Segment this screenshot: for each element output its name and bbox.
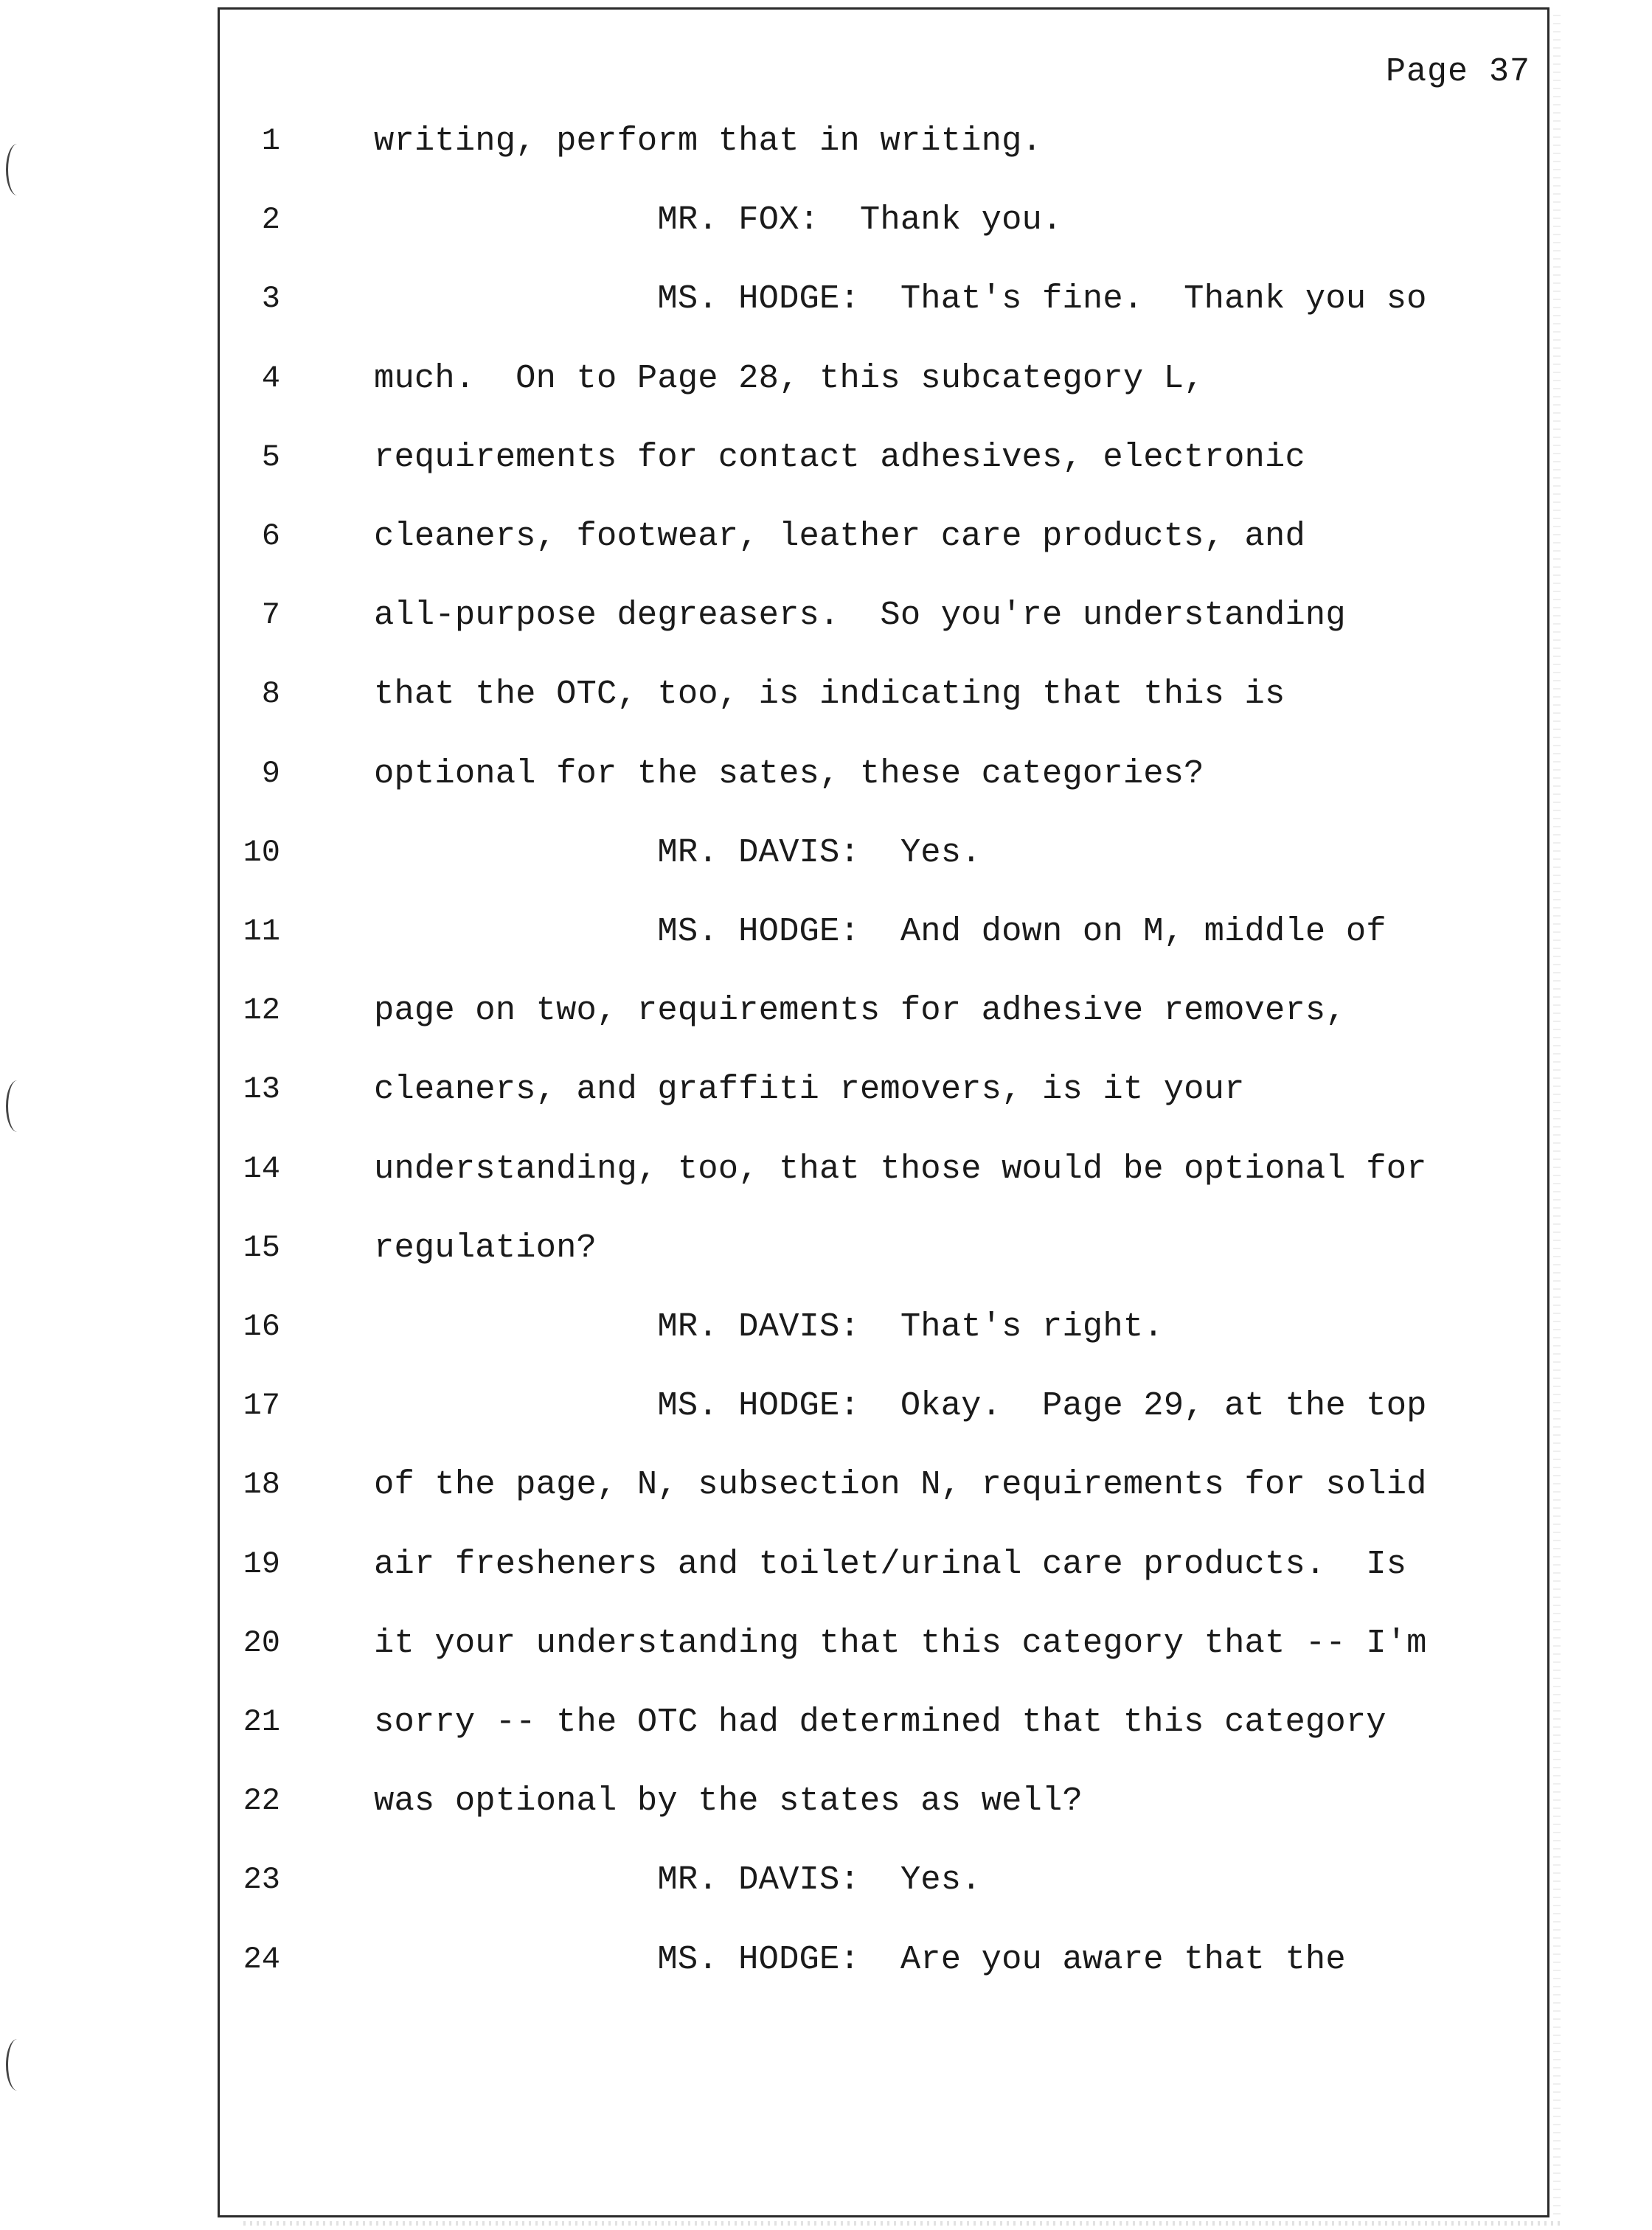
transcript-line: MR. DAVIS: That's right. <box>374 1307 1164 1346</box>
transcript-line: MR. DAVIS: Yes. <box>374 1861 982 1899</box>
transcript-line: it your understanding that this category that -- I'm <box>374 1624 1427 1662</box>
line-number: 17 <box>243 1388 280 1423</box>
transcript-line: much. On to Page 28, this subcategory L, <box>374 359 1204 397</box>
line-number: 10 <box>243 835 280 870</box>
binder-hole-mark-bottom <box>6 2039 29 2091</box>
transcript-line: air fresheners and toilet/urinal care products. Is <box>374 1545 1407 1583</box>
line-number: 22 <box>243 1783 280 1819</box>
transcript-line: regulation? <box>374 1229 597 1267</box>
line-number: 6 <box>261 518 280 554</box>
transcript-line: MR. DAVIS: Yes. <box>374 833 982 872</box>
line-number: 9 <box>261 756 280 791</box>
transcript-line: MS. HODGE: That's fine. Thank you so <box>374 279 1427 318</box>
line-number: 7 <box>261 597 280 633</box>
transcript-line: of the page, N, subsection N, requirements for solid <box>374 1465 1427 1504</box>
line-number: 15 <box>243 1230 280 1265</box>
scan-edge-artifact-bottom <box>243 2221 1564 2226</box>
line-number: 13 <box>243 1071 280 1107</box>
line-number: 2 <box>261 202 280 237</box>
transcript-line: understanding, too, that those would be optional for <box>374 1150 1427 1188</box>
transcript-line: page on two, requirements for adhesive removers, <box>374 991 1346 1029</box>
line-number: 3 <box>261 281 280 316</box>
line-number: 11 <box>243 914 280 949</box>
transcript-line: MS. HODGE: Okay. Page 29, at the top <box>374 1386 1427 1425</box>
line-number: 21 <box>243 1704 280 1740</box>
line-number: 16 <box>243 1309 280 1344</box>
transcript-line: cleaners, and graffiti removers, is it your <box>374 1070 1245 1108</box>
transcript-line: writing, perform that in writing. <box>374 122 1042 160</box>
transcript-line: MR. FOX: Thank you. <box>374 201 1063 239</box>
line-number: 12 <box>243 993 280 1028</box>
transcript-line: that the OTC, too, is indicating that this is <box>374 675 1285 713</box>
line-number: 1 <box>261 123 280 159</box>
line-number: 23 <box>243 1862 280 1897</box>
transcript-line: cleaners, footwear, leather care products, and <box>374 517 1305 555</box>
line-number: 18 <box>243 1467 280 1502</box>
line-number: 24 <box>243 1942 280 1977</box>
line-number: 4 <box>261 361 280 396</box>
scan-edge-artifact-right <box>1553 15 1561 2220</box>
transcript-line: all-purpose degreasers. So you're understanding <box>374 596 1346 634</box>
line-number: 14 <box>243 1151 280 1187</box>
transcript-line: requirements for contact adhesives, electronic <box>374 438 1305 476</box>
transcript-line: sorry -- the OTC had determined that this category <box>374 1703 1386 1741</box>
line-number: 20 <box>243 1625 280 1661</box>
page-number: Page 37 <box>1385 53 1530 91</box>
binder-hole-mark-middle <box>6 1080 29 1132</box>
line-number: 5 <box>261 440 280 475</box>
transcript-line: MS. HODGE: Are you aware that the <box>374 1940 1346 1979</box>
transcript-line: MS. HODGE: And down on M, middle of <box>374 912 1386 951</box>
line-number: 19 <box>243 1546 280 1582</box>
transcript-line: was optional by the states as well? <box>374 1782 1083 1820</box>
binder-hole-mark-top <box>6 144 29 195</box>
line-number: 8 <box>261 676 280 712</box>
transcript-line: optional for the sates, these categories? <box>374 754 1204 793</box>
